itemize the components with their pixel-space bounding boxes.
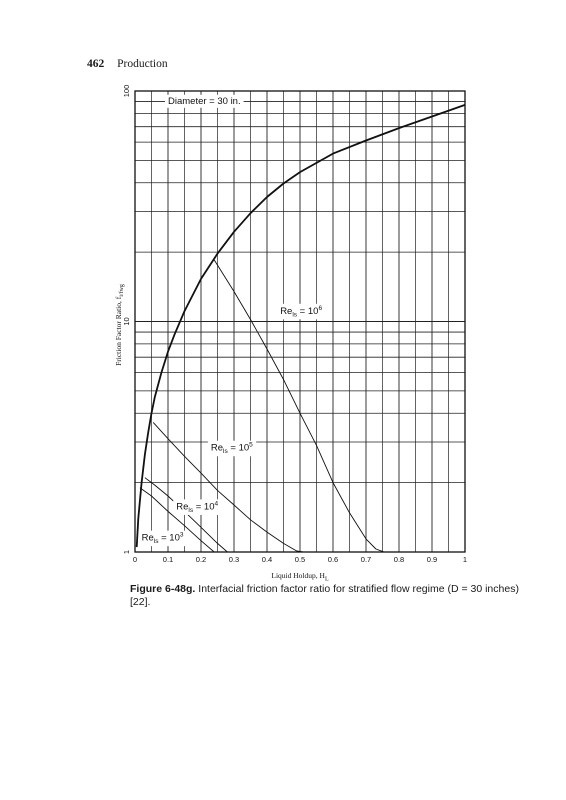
y-tick-label: 10 bbox=[122, 317, 131, 326]
x-tick-label: 0.3 bbox=[228, 555, 240, 564]
annotation-text: $Re_{ls} = 10^3$ bbox=[141, 531, 184, 546]
y-tick-label: 100 bbox=[122, 84, 131, 98]
figure-label: Figure 6-48g. bbox=[130, 583, 196, 595]
x-tick-label: 0.7 bbox=[360, 555, 372, 564]
annotation-text: $Re_{ls} = 10^4$ bbox=[176, 500, 219, 514]
annotation-text: Diameter = 30 in. bbox=[168, 95, 241, 107]
annotation-0 bbox=[165, 95, 244, 108]
annotations bbox=[139, 95, 326, 546]
caption-text: Interfacial friction factor ratio for stratified flow regime (D = 30 inches) [22]. bbox=[130, 583, 519, 608]
series-line-1 bbox=[214, 260, 384, 552]
annotation-1 bbox=[277, 304, 325, 320]
page-number: 462 bbox=[87, 58, 105, 70]
annotation-text: $Re_{ls} = 10^6$ bbox=[280, 304, 323, 319]
x-axis-title: Liquid Holdup, $H_L$ bbox=[271, 571, 329, 583]
x-tick-label: 1 bbox=[462, 555, 468, 564]
x-tick-label: 0 bbox=[132, 555, 138, 564]
annotation-2 bbox=[208, 441, 256, 457]
grid bbox=[135, 91, 465, 552]
x-tick-label: 0.6 bbox=[327, 555, 339, 564]
x-tick-label: 0.2 bbox=[195, 555, 207, 564]
annotation-text: $Re_{ls} = 10^5$ bbox=[210, 441, 253, 456]
x-tick-label: 0.8 bbox=[393, 555, 405, 564]
x-tick-label: 0.5 bbox=[294, 555, 306, 564]
figure-caption bbox=[130, 583, 530, 609]
annotation-3 bbox=[173, 499, 221, 514]
x-tick-label: 0.1 bbox=[162, 555, 174, 564]
y-axis-title: Friction Factor Ratio, $f_{i/f}wg$ bbox=[114, 284, 125, 366]
annotation-4 bbox=[139, 531, 187, 547]
x-tick-label: 0.9 bbox=[426, 555, 438, 564]
section-title: Production bbox=[117, 58, 168, 70]
x-tick-label: 0.4 bbox=[261, 555, 273, 564]
y-tick-label: 1 bbox=[122, 549, 131, 555]
